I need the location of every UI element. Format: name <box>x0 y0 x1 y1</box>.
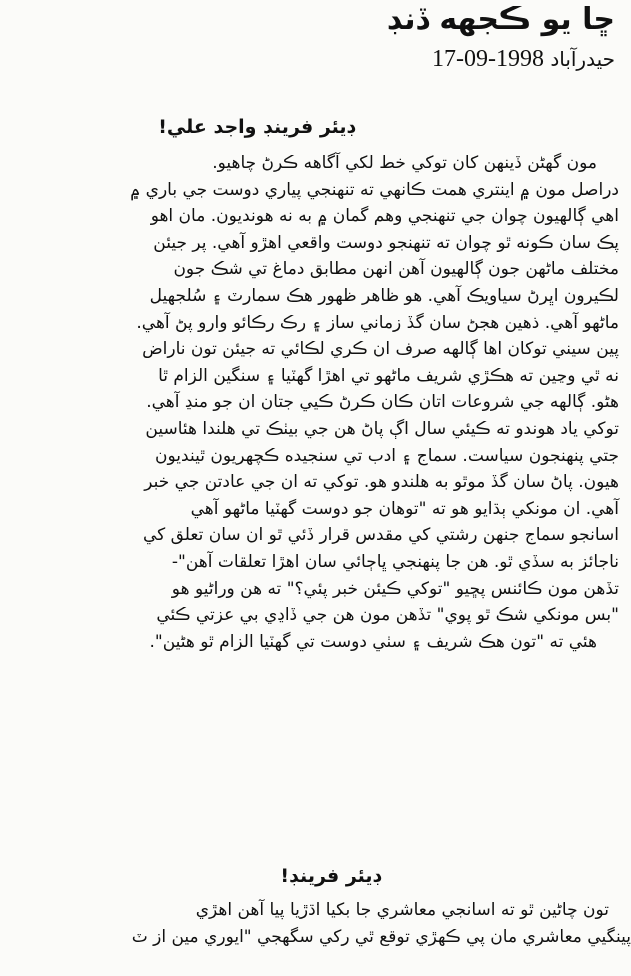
body-line: نه ٿي وڃين ته هڪڙي شريف ماڻهو تي اهڙا گهٽيا ۽ سنگين الزام ٿا <box>158 365 619 386</box>
dateline <box>432 46 615 73</box>
body-line: توکي ياد هوندو ته ڪيئي سال اڳ پاڻ هن جي بيٺڪ تي هلندا هئاسين <box>145 418 619 439</box>
body-line: ناجائز به سڏي ٿو. هن جا پنهنجي ڀاڄائي سان اهڙا تعلقات آهن"- <box>171 551 619 572</box>
dateline-date: 17-09-1998 <box>431 46 544 72</box>
body-line: آهي. ان مونکي ٻڌايو هو ته "توهان جو دوست گهٽيا ماڻهو آهي <box>190 498 619 519</box>
body-line: دراصل مون ۾ اينتري همت ڪانهي ته تنهنجي پياري دوست جي باري ۾ <box>130 179 619 200</box>
letter-continuation <box>0 897 631 950</box>
body-line: ماڻهو آهي. ذهين هجڻ سان گڏ زماني ساز ۽ رڪ رڪائو وارو پڻ آهي. <box>136 312 619 333</box>
dateline-place: حيدرآباد <box>550 47 615 71</box>
body-line: هيون. پاڻ سان گڏ موٿو به هلندو هو. توکي ته ان جي عادتن جي خبر <box>144 472 619 493</box>
body-line: هئي ته "تون هڪ شريف ۽ سٺي دوست تي گهٽيا الزام ٿو هڻين". <box>149 631 597 652</box>
body-line: پين سيني توکان اها ڳالهه صرف ان ڪري لڪائي ته جيئن تون ناراض <box>142 339 619 360</box>
body-line: تون چاڻين ٿو ته اسانجي معاشري جا بکيا اڌڙيا پيا آهن اهڙي <box>195 900 609 920</box>
body-line: لڪيرون اڀرڻ سياويڪ آهي. هو ظاهر ظهور هڪ سمارٽ ۽ سُلجهيل <box>149 285 619 306</box>
body-line: مون گھڻن ڏينهن کان توکي خط لکي آگاهه ڪرڻ چاهيو. <box>212 153 597 173</box>
body-line: تڏهن مون ڪائنس پڇيو "توکي ڪيئن خبر پئي؟" ته هن وراڻيو هو <box>171 578 619 599</box>
body-line: اهي ڳالهيون چوان جي تنهنجي وهم گمان ۾ به نه هونديون. مان اهو <box>150 206 619 227</box>
body-line: هڻو. ڳالهه جي شروعات اتان ڪان ڪرڻ ڪيي جتان ان جو منڍ آهي. <box>146 392 619 413</box>
letter-sub-salutation: ڊيئر فرينڊ! <box>280 865 381 887</box>
body-line: پڪ سان ڪونه ٿو چوان ته تنهنجو دوست واقعي اهڙو آهي. پر جيئن <box>153 232 619 253</box>
body-line: "بس مونکي شڪ ٿو پوي" تڏهن مون هن جي ڏاڍي بي عزتي ڪئي <box>156 605 619 626</box>
letter-body <box>0 150 619 655</box>
body-line: اسانجو سماج جنهن رشتي کي مقدس قرار ڏئي ٿو ان سان تعلق کي <box>142 525 619 546</box>
body-line: جتي پنهنجون سياست. سماج ۽ ادب تي سنجيده ڪچهريون ٿينديون <box>155 445 619 466</box>
body-line: مختلف ماڻهن جون ڳالهيون آهن انهن مطابق دماغ تي شڪ جون <box>173 259 619 280</box>
letter-salutation: ڊيئر فرينڊ واجد علي! <box>158 116 355 138</box>
column-title: ڇا يو ڪجھه ڏنڊ <box>386 2 615 37</box>
body-line: پينگيي معاشري مان پي ڪهڙي توقع ٿي رکي سگهجي "ايوري مين از ٽ <box>131 926 631 947</box>
